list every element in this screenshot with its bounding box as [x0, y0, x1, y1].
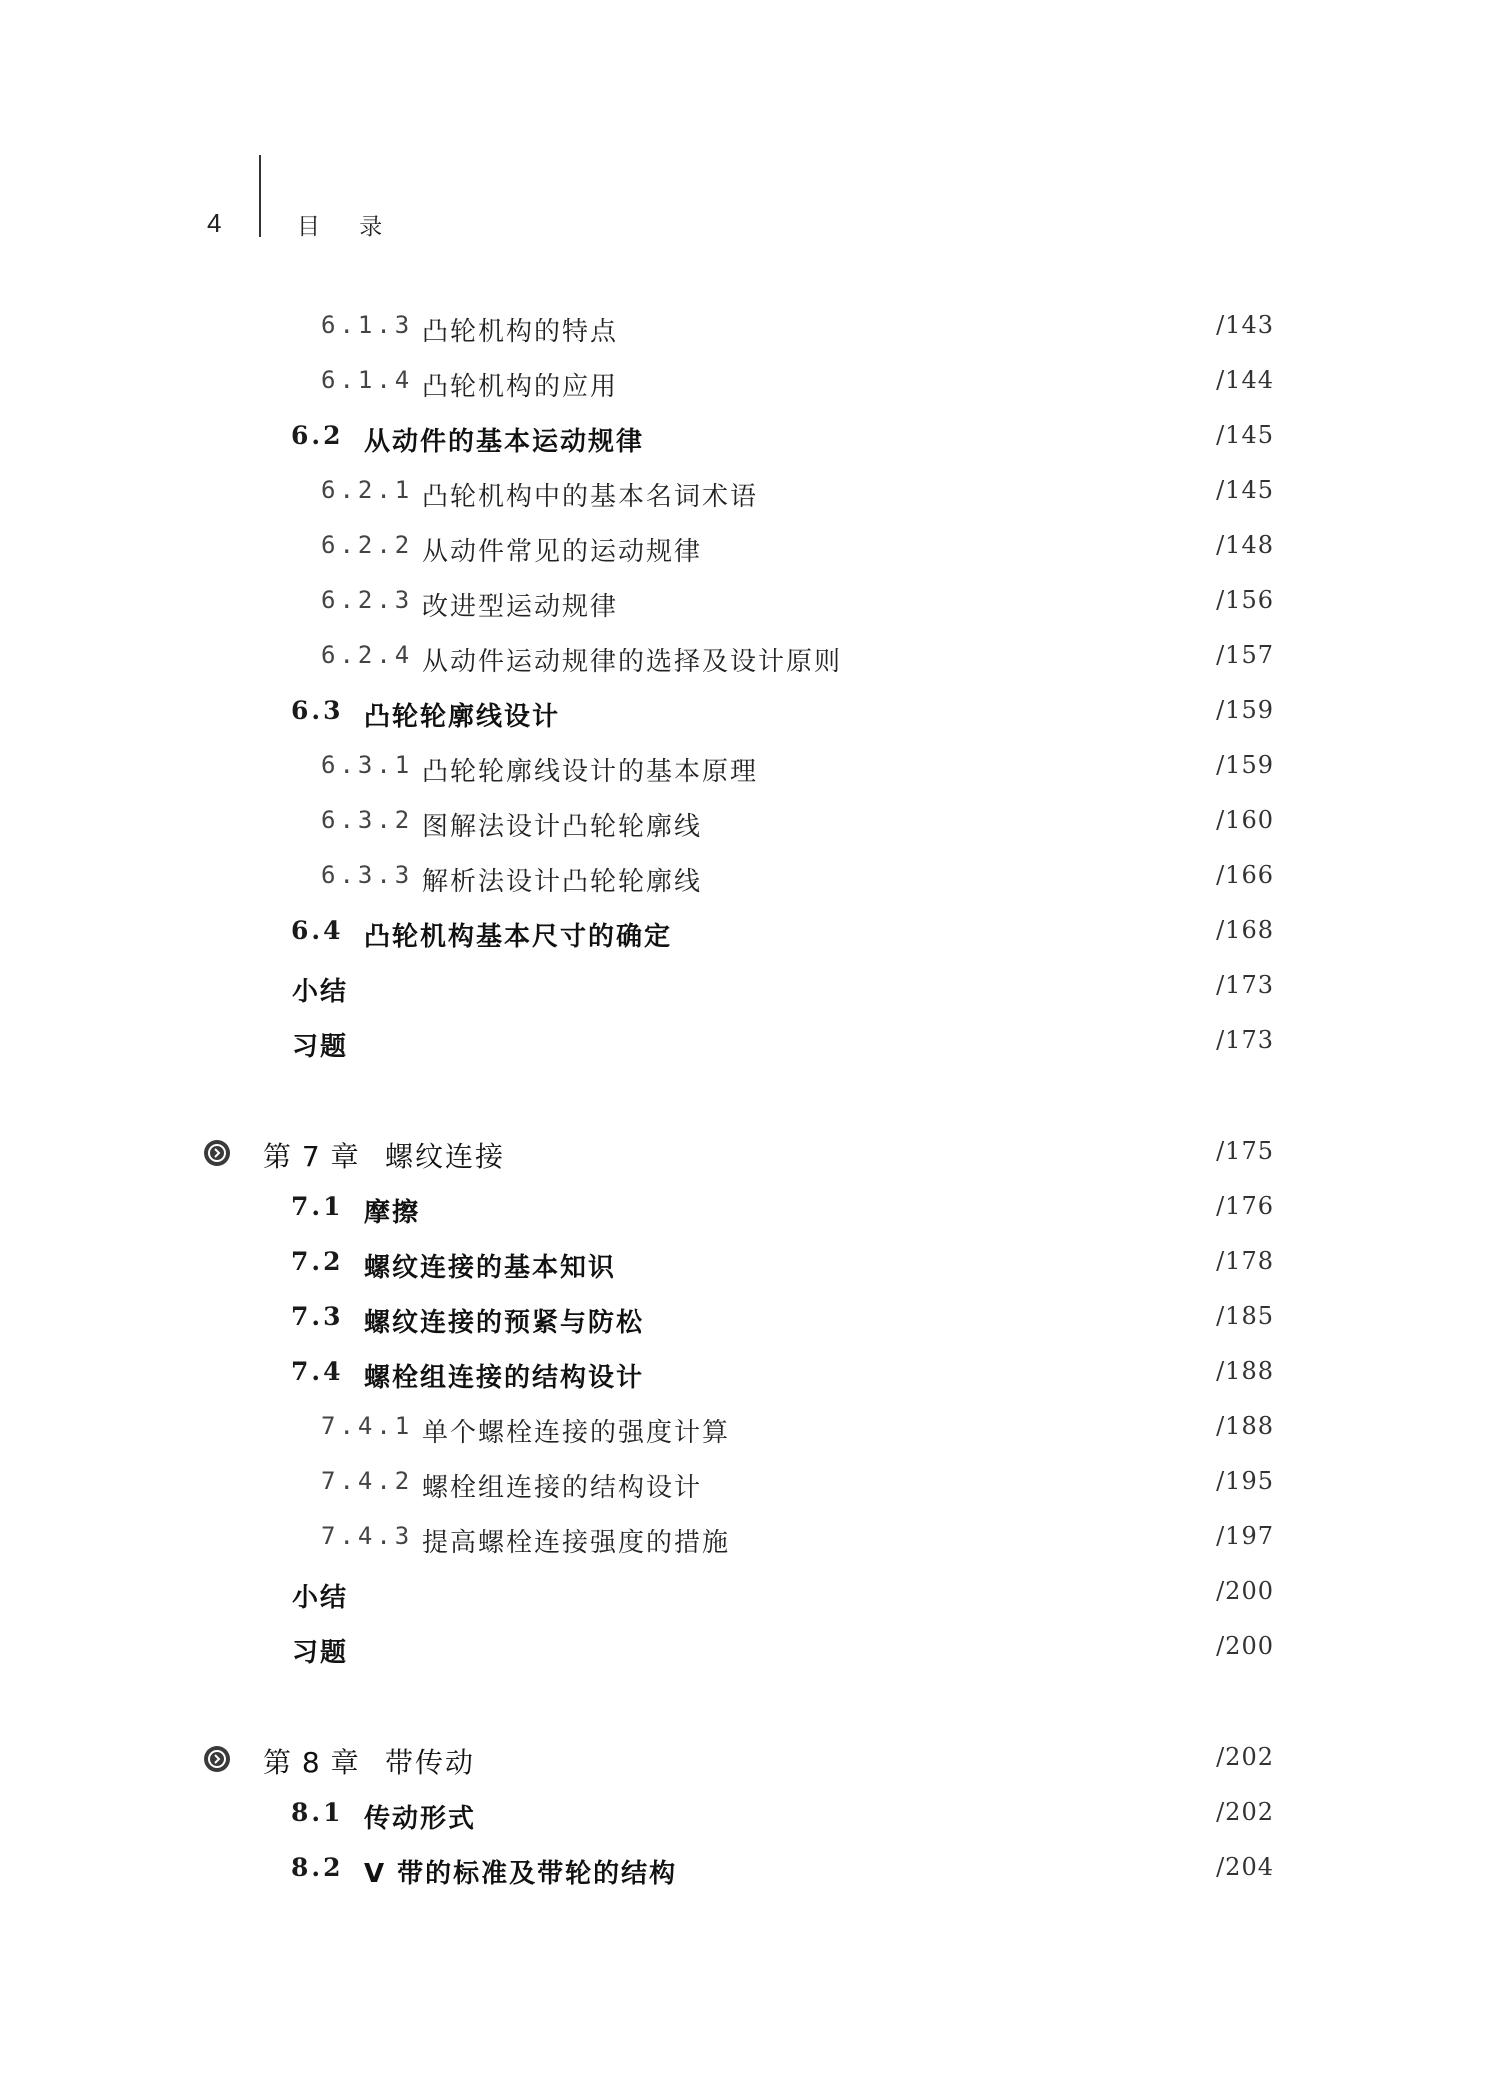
entry-title: 凸轮机构的应用	[422, 372, 619, 402]
entry-number: 7.1	[291, 1192, 344, 1221]
entry-number: 7.4.3	[321, 1522, 414, 1550]
toc-entry[interactable]	[0, 366, 1505, 406]
entry-page-number: /159	[1216, 696, 1274, 724]
entry-title: 图解法设计凸轮轮廓线	[422, 812, 703, 842]
entry-page-number: /156	[1216, 586, 1274, 614]
entry-title: 螺纹连接的基本知识	[364, 1253, 617, 1283]
entry-number: 8.2	[291, 1853, 344, 1882]
entry-page-number: /188	[1216, 1412, 1274, 1440]
entry-title: 习题	[292, 1032, 349, 1062]
toc-entry[interactable]	[0, 531, 1505, 571]
toc-entry[interactable]	[0, 696, 1505, 736]
toc-entry[interactable]	[0, 1357, 1505, 1397]
entry-title: 提高螺栓连接强度的措施	[422, 1528, 731, 1558]
entry-title: 单个螺栓连接的强度计算	[422, 1418, 731, 1448]
toc-entry[interactable]	[0, 916, 1505, 956]
entry-page-number: /157	[1216, 641, 1274, 669]
toc-entry[interactable]	[0, 1026, 1505, 1066]
entry-title: 解析法设计凸轮轮廓线	[422, 867, 703, 897]
toc-entry[interactable]	[0, 971, 1505, 1011]
entry-number: 7.4.2	[321, 1467, 414, 1495]
toc-entry[interactable]	[0, 1302, 1505, 1342]
entry-number: 8.1	[291, 1798, 344, 1827]
entry-page-number: /144	[1216, 366, 1274, 394]
entry-title: 习题	[292, 1638, 349, 1668]
entry-title: 螺栓组连接的结构设计	[364, 1363, 645, 1393]
entry-number: 6.1.4	[321, 366, 414, 394]
entry-title: 螺纹连接	[385, 1140, 506, 1173]
entry-page-number: /202	[1216, 1798, 1274, 1826]
entry-number: 第 7 章	[263, 1140, 360, 1173]
toc-entry[interactable]	[0, 1247, 1505, 1287]
chapter-entry[interactable]	[0, 1743, 1505, 1783]
entry-number: 7.4	[291, 1357, 344, 1386]
header-divider	[259, 155, 261, 237]
entry-page-number: /202	[1216, 1743, 1274, 1771]
chapter-bullet-icon	[203, 1139, 231, 1167]
toc-entry[interactable]	[0, 1467, 1505, 1507]
entry-number: 6.2.2	[321, 531, 414, 559]
entry-number: 6.3.1	[321, 751, 414, 779]
entry-page-number: /148	[1216, 531, 1274, 559]
entry-number: 6.2	[291, 421, 344, 450]
entry-page-number: /168	[1216, 916, 1274, 944]
toc-entry[interactable]	[0, 806, 1505, 846]
entry-number: 6.3.3	[321, 861, 414, 889]
toc-entry[interactable]	[0, 641, 1505, 681]
entry-number: 7.2	[291, 1247, 344, 1276]
entry-number: 6.4	[291, 916, 344, 945]
entry-title: 摩擦	[364, 1198, 421, 1228]
entry-page-number: /197	[1216, 1522, 1274, 1550]
entry-page-number: /185	[1216, 1302, 1274, 1330]
entry-page-number: /204	[1216, 1853, 1274, 1881]
entry-number: 7.3	[291, 1302, 344, 1331]
entry-page-number: /160	[1216, 806, 1274, 834]
entry-page-number: /200	[1216, 1632, 1274, 1660]
toc-entry[interactable]	[0, 1853, 1505, 1893]
entry-title: 凸轮轮廓线设计的基本原理	[422, 757, 759, 787]
entry-page-number: /173	[1216, 1026, 1274, 1054]
entry-page-number: /173	[1216, 971, 1274, 999]
entry-title: 带传动	[385, 1746, 476, 1779]
entry-title: 螺栓组连接的结构设计	[422, 1473, 703, 1503]
entry-number: 7.4.1	[321, 1412, 414, 1440]
entry-title: 凸轮机构的特点	[422, 317, 619, 347]
entry-number: 6.2.1	[321, 476, 414, 504]
entry-number: 6.3	[291, 696, 344, 725]
toc-entry[interactable]	[0, 311, 1505, 351]
toc-entry[interactable]	[0, 1412, 1505, 1452]
toc-entry[interactable]	[0, 1632, 1505, 1672]
entry-title: 改进型运动规律	[422, 592, 619, 622]
header-title: 目 录	[297, 214, 399, 240]
entry-title: 传动形式	[364, 1804, 477, 1834]
entry-page-number: /188	[1216, 1357, 1274, 1385]
entry-number: 6.2.4	[321, 641, 414, 669]
entry-title: 螺纹连接的预紧与防松	[364, 1308, 645, 1338]
entry-page-number: /175	[1216, 1137, 1274, 1165]
toc-entry[interactable]	[0, 1192, 1505, 1232]
entry-page-number: /200	[1216, 1577, 1274, 1605]
toc-entry[interactable]	[0, 861, 1505, 901]
toc-entry[interactable]	[0, 1577, 1505, 1617]
page-number: 4	[207, 208, 222, 238]
entry-title: 凸轮机构基本尺寸的确定	[364, 922, 673, 952]
toc-entry[interactable]	[0, 1522, 1505, 1562]
toc-entry[interactable]	[0, 421, 1505, 461]
entry-page-number: /195	[1216, 1467, 1274, 1495]
chapter-bullet-icon	[203, 1745, 231, 1773]
toc-entry[interactable]	[0, 476, 1505, 516]
entry-title: 从动件运动规律的选择及设计原则	[422, 647, 843, 677]
entry-title: 从动件常见的运动规律	[422, 537, 703, 567]
entry-number: 6.3.2	[321, 806, 414, 834]
entry-page-number: /159	[1216, 751, 1274, 779]
entry-title: 凸轮机构中的基本名词术语	[422, 482, 759, 512]
entry-title: 从动件的基本运动规律	[364, 427, 645, 457]
entry-page-number: /145	[1216, 476, 1274, 504]
entry-page-number: /176	[1216, 1192, 1274, 1220]
toc-entry[interactable]	[0, 751, 1505, 791]
toc-entry[interactable]	[0, 586, 1505, 626]
entry-page-number: /166	[1216, 861, 1274, 889]
entry-page-number: /143	[1216, 311, 1274, 339]
toc-entry[interactable]	[0, 1798, 1505, 1838]
entry-number: 第 8 章	[263, 1746, 360, 1779]
entry-title: V 带的标准及带轮的结构	[364, 1859, 678, 1889]
entry-page-number: /178	[1216, 1247, 1274, 1275]
entry-number: 6.2.3	[321, 586, 414, 614]
entry-title: 凸轮轮廓线设计	[364, 702, 561, 732]
chapter-entry[interactable]	[0, 1137, 1505, 1177]
entry-title: 小结	[292, 1583, 349, 1613]
entry-number: 6.1.3	[321, 311, 414, 339]
entry-title: 小结	[292, 977, 349, 1007]
entry-page-number: /145	[1216, 421, 1274, 449]
